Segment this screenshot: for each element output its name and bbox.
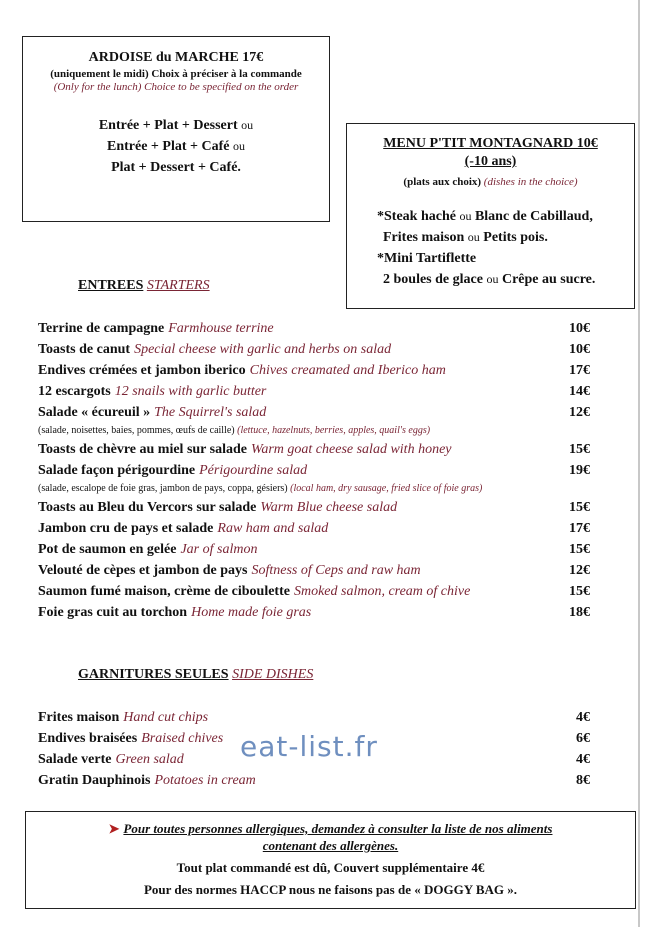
menu-item: Salade « écureuil » The Squirrel's salad 12€	[38, 405, 590, 420]
watermark: eat-list.fr	[240, 730, 378, 763]
menu-item: Toasts de chèvre au miel sur salade Warm goat cheese salad with honey 15€	[38, 442, 590, 457]
allergy-notice: ➤ Pour toutes personnes allergiques, demandez à consulter la liste de nos aliments	[108, 821, 553, 836]
side-item: Frites maison Hand cut chips 4€	[38, 710, 590, 725]
menu-item: Foie gras cuit au torchon Home made foie gras 18€	[38, 605, 590, 620]
menu-item: Pot de saumon en gelée Jar of salmon 15€	[38, 542, 590, 557]
menu-item: Terrine de campagne Farmhouse terrine 10€	[38, 321, 590, 336]
menu-item-note: (salade, escalope de foie gras, jambon de pays, coppa, gésiers) (local ham, dry sausage, fried slice of foie gras)	[38, 483, 483, 494]
kids-menu-line: *Mini Tartiflette	[377, 251, 477, 266]
allergy-notice-cont: contenant des allergènes.	[262, 838, 399, 853]
menu-item: Toasts au Bleu du Vercors sur salade Warm Blue cheese salad 15€	[38, 500, 590, 515]
side-item: Gratin Dauphinois Potatoes in cream 8€	[38, 773, 590, 788]
ardoise-combo: Entrée + Plat + Café ou	[107, 139, 245, 154]
menu-item: Saumon fumé maison, crème de ciboulette Smoked salmon, cream of chive 15€	[38, 584, 590, 599]
arrow-icon: ➤	[108, 821, 120, 836]
ardoise-combos	[23, 115, 329, 178]
side-item: Salade verte Green salad 4€	[38, 752, 590, 767]
menu-item: Salade façon périgourdine Périgourdine salad 19€	[38, 463, 590, 478]
kids-menu-line: 2 boules de glace ou Crêpe au sucre.	[383, 272, 596, 287]
menu-item: Endives crémées et jambon iberico Chives creamated and Iberico ham 17€	[38, 363, 590, 378]
menu-item: 12 escargots 12 snails with garlic butter 14€	[38, 384, 590, 399]
menu-item: Velouté de cèpes et jambon de pays Softness of Ceps and raw ham 12€	[38, 563, 590, 578]
menu-item-note: (salade, noisettes, baies, pommes, œufs de caille) (lettuce, hazelnuts, berries, apples, quail's eggs)	[38, 425, 431, 436]
kids-menu-box	[346, 123, 635, 309]
kids-menu-title: MENU P'TIT MONTAGNARD 10€	[383, 136, 598, 151]
cover-charge-note: Tout plat commandé est dû, Couvert supplémentaire 4€	[176, 860, 485, 875]
ardoise-combo: Plat + Dessert + Café.	[111, 160, 241, 175]
menu-item: Toasts de canut Special cheese with garlic and herbs on salad 10€	[38, 342, 590, 357]
kids-menu-line: *Steak haché ou Blanc de Cabillaud,	[377, 209, 593, 224]
sides-heading: GARNITURES SEULES SIDE DISHES	[78, 667, 314, 682]
doggy-bag-note: Pour des normes HACCP nous ne faisons pas de « DOGGY BAG ».	[143, 882, 518, 897]
menu-item: Jambon cru de pays et salade Raw ham and salad 17€	[38, 521, 590, 536]
ardoise-subtitle: (uniquement le midi) Choix à préciser à la commande	[50, 68, 302, 80]
footer-box	[25, 811, 636, 909]
kids-menu-age: (-10 ans)	[464, 154, 517, 169]
ardoise-box	[22, 36, 330, 222]
ardoise-subtitle-en: (Only for the lunch) Choice to be specified on the order	[53, 81, 299, 93]
ardoise-combo: Entrée + Plat + Dessert ou	[98, 118, 254, 133]
side-item: Endives braisées Braised chives 6€	[38, 731, 590, 746]
kids-menu-choice: (plats aux choix) (dishes in the choice)	[403, 176, 578, 188]
ardoise-title: ARDOISE du MARCHE 17€	[88, 50, 264, 65]
kids-menu-items	[347, 206, 634, 290]
kids-menu-line: Frites maison ou Petits pois.	[383, 230, 548, 245]
starters-heading: ENTREES STARTERS	[78, 278, 210, 293]
